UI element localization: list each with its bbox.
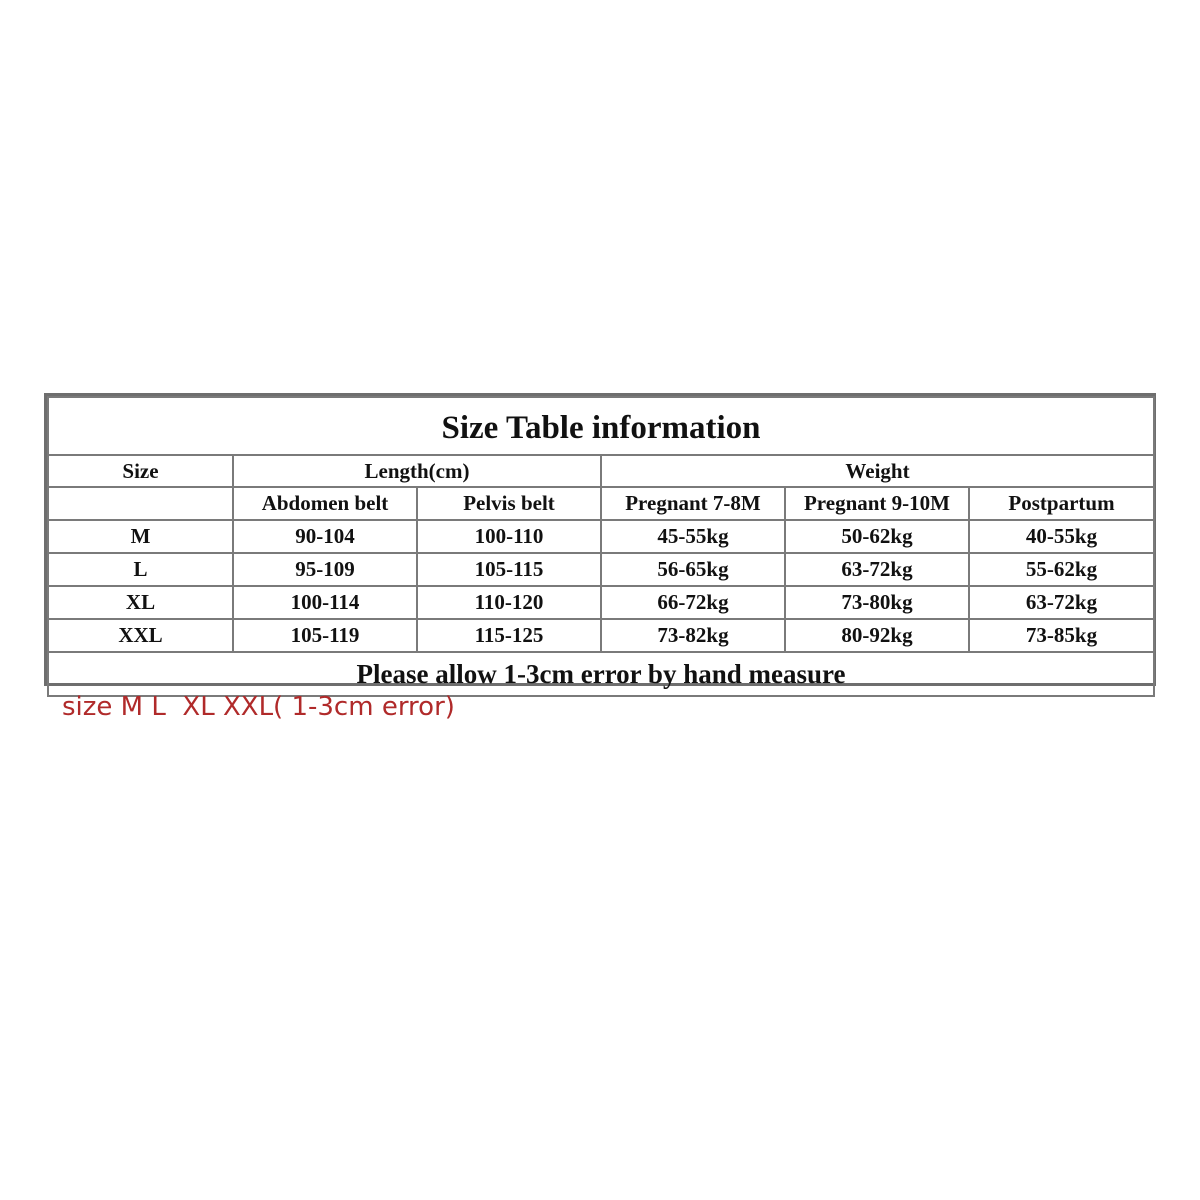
header-weight: Weight <box>601 455 1154 487</box>
table-row <box>48 586 1154 619</box>
cell-pelvis-belt: 105-115 <box>417 553 601 586</box>
cell-abdomen-belt: 95-109 <box>233 553 417 586</box>
cell-pregnant-9-10m: 63-72kg <box>785 553 969 586</box>
size-table-container <box>44 393 1156 689</box>
cell-size: XL <box>48 586 233 619</box>
cell-pregnant-7-8m: 45-55kg <box>601 520 785 553</box>
sub-header-row <box>48 487 1154 520</box>
cell-pregnant-7-8m: 73-82kg <box>601 619 785 652</box>
cell-postpartum: 55-62kg <box>969 553 1154 586</box>
subheader-size-empty <box>48 487 233 520</box>
cell-size: M <box>48 520 233 553</box>
cell-pregnant-9-10m: 80-92kg <box>785 619 969 652</box>
table-footer-row <box>48 652 1154 696</box>
cell-pelvis-belt: 100-110 <box>417 520 601 553</box>
cell-postpartum: 40-55kg <box>969 520 1154 553</box>
header-length: Length(cm) <box>233 455 601 487</box>
header-size: Size <box>48 455 233 487</box>
table-row <box>48 520 1154 553</box>
cell-pregnant-9-10m: 73-80kg <box>785 586 969 619</box>
size-table <box>47 396 1155 697</box>
cell-postpartum: 63-72kg <box>969 586 1154 619</box>
table-title-row <box>48 397 1154 455</box>
group-header-row <box>48 455 1154 487</box>
table-row <box>48 619 1154 652</box>
cell-pregnant-7-8m: 56-65kg <box>601 553 785 586</box>
cell-size: L <box>48 553 233 586</box>
subheader-pregnant-7-8m: Pregnant 7-8M <box>601 487 785 520</box>
cell-size: XXL <box>48 619 233 652</box>
cell-abdomen-belt: 100-114 <box>233 586 417 619</box>
cell-postpartum: 73-85kg <box>969 619 1154 652</box>
table-row <box>48 553 1154 586</box>
table-footer-note: Please allow 1-3cm error by hand measure <box>48 652 1154 696</box>
cell-pelvis-belt: 110-120 <box>417 586 601 619</box>
cell-abdomen-belt: 105-119 <box>233 619 417 652</box>
subheader-pelvis-belt: Pelvis belt <box>417 487 601 520</box>
cell-pelvis-belt: 115-125 <box>417 619 601 652</box>
cell-pregnant-9-10m: 50-62kg <box>785 520 969 553</box>
subheader-pregnant-9-10m: Pregnant 9-10M <box>785 487 969 520</box>
size-error-note: size M L XL XXL( 1-3cm error) <box>62 692 455 722</box>
cell-pregnant-7-8m: 66-72kg <box>601 586 785 619</box>
table-title: Size Table information <box>48 397 1154 455</box>
subheader-postpartum: Postpartum <box>969 487 1154 520</box>
subheader-abdomen-belt: Abdomen belt <box>233 487 417 520</box>
cell-abdomen-belt: 90-104 <box>233 520 417 553</box>
